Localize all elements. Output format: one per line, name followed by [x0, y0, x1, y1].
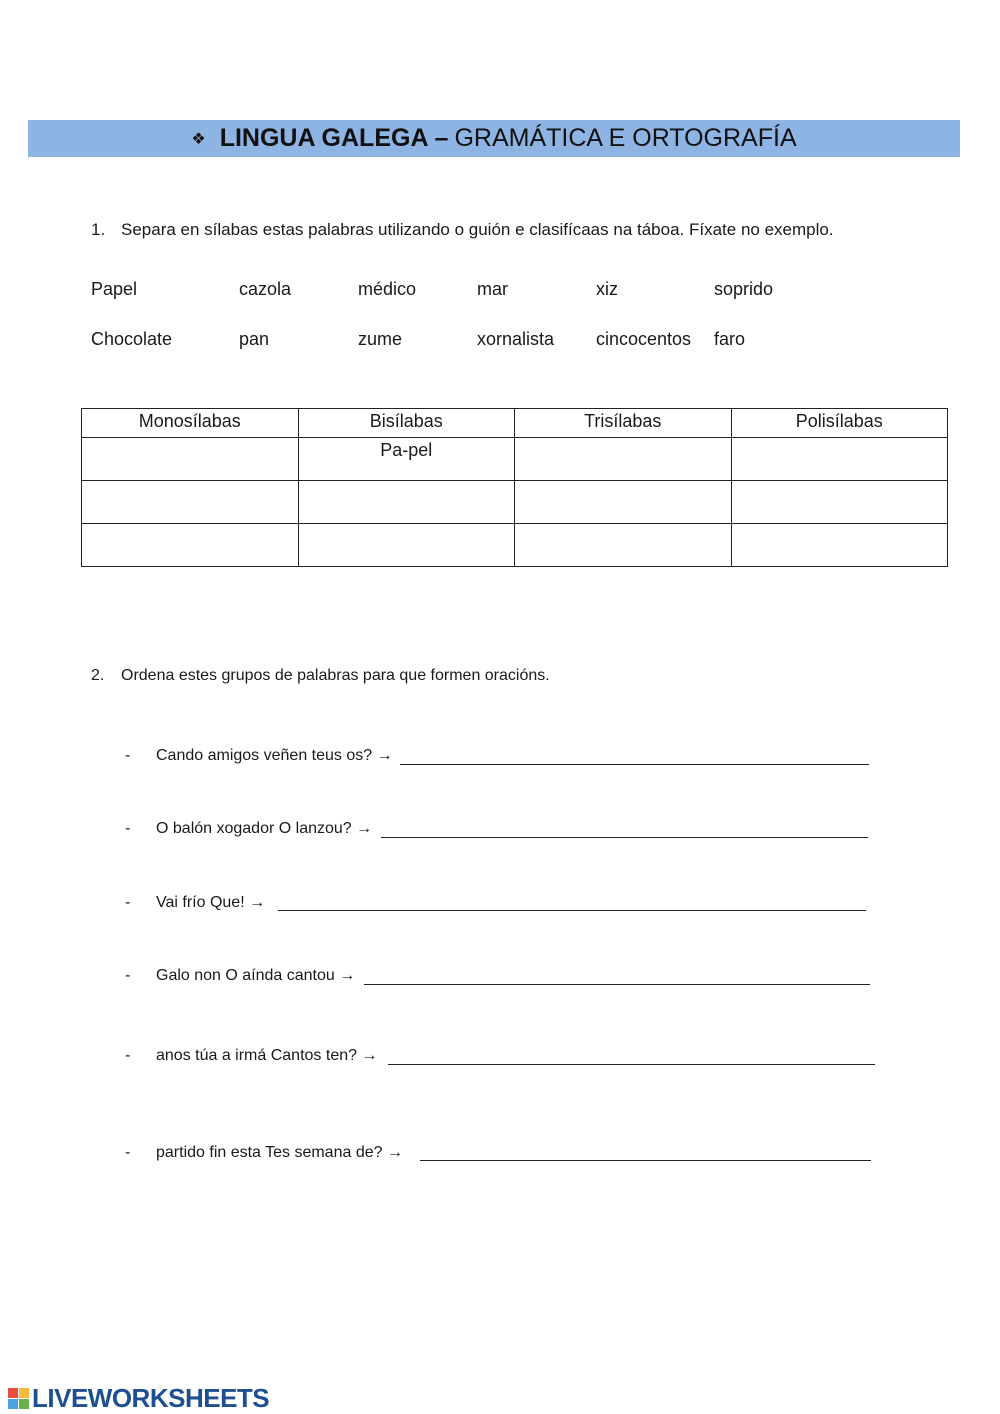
word: cincocentos	[596, 329, 692, 349]
answer-cell[interactable]	[515, 524, 732, 567]
table-row	[82, 481, 948, 524]
word: mar	[477, 279, 508, 299]
arrow-right-icon: →	[339, 967, 356, 984]
arrow-right-icon: →	[249, 894, 266, 911]
word: zume	[358, 329, 403, 349]
arrow-right-icon: →	[361, 1047, 378, 1064]
diamond-bullet-icon: ❖	[191, 130, 206, 148]
item-dash: -	[125, 820, 131, 837]
scrambled-text: O balón xogador O lanzou?	[156, 820, 352, 837]
scrambled-text: Vai frío Que!	[156, 894, 245, 911]
arrow-right-icon: →	[376, 747, 393, 764]
question-2-number: 2.	[91, 667, 105, 684]
scrambled-sentence	[156, 747, 393, 765]
liveworksheets-logo[interactable]	[8, 1383, 269, 1414]
scrambled-text: Cando amigos veñen teus os?	[156, 747, 373, 764]
word: pan	[239, 329, 270, 349]
answer-cell[interactable]	[298, 524, 515, 567]
question-2-text: Ordena estes grupos de palabras para que formen oracións.	[121, 667, 550, 684]
worksheet-title-bar	[28, 120, 960, 157]
scrambled-sentence	[156, 967, 355, 985]
liveworksheets-logo-icon	[8, 1388, 29, 1409]
scrambled-text: anos túa a irmá Cantos ten?	[156, 1047, 358, 1064]
answer-line[interactable]	[420, 1160, 871, 1161]
table-row	[82, 438, 948, 481]
word: faro	[714, 329, 746, 349]
answer-cell[interactable]	[731, 438, 948, 481]
question-1-number: 1.	[91, 220, 106, 239]
answer-cell[interactable]	[731, 524, 948, 567]
answer-cell[interactable]	[515, 438, 732, 481]
col-header-monosilabas: Monosílabas	[82, 409, 299, 438]
item-dash: -	[125, 967, 131, 984]
answer-line[interactable]	[381, 837, 868, 838]
question-1-text: Separa en sílabas estas palabras utilizando o guión e clasifícaas na táboa. Fíxate no exemplo.	[121, 220, 834, 239]
item-dash: -	[125, 747, 131, 764]
scrambled-text: partido fin esta Tes semana de?	[156, 1144, 383, 1161]
word: Chocolate	[91, 329, 173, 349]
word: soprido	[714, 279, 774, 299]
answer-cell[interactable]	[82, 481, 299, 524]
answer-cell[interactable]	[515, 481, 732, 524]
logo-text: LIVEWORKSHEETS	[32, 1383, 270, 1413]
word: xiz	[596, 279, 618, 299]
answer-cell[interactable]	[731, 481, 948, 524]
answer-cell[interactable]	[298, 481, 515, 524]
table-row	[82, 524, 948, 567]
question-2	[91, 667, 550, 685]
answer-line[interactable]	[388, 1064, 875, 1065]
word: cazola	[239, 279, 292, 299]
title-bold: LINGUA GALEGA –	[219, 124, 449, 152]
answer-line[interactable]	[364, 984, 870, 985]
scrambled-sentence	[156, 894, 265, 912]
word: Papel	[91, 279, 138, 299]
col-header-polisilabas: Polisílabas	[731, 409, 948, 438]
word: xornalista	[477, 329, 555, 349]
arrow-right-icon: →	[356, 820, 373, 837]
scrambled-text: Galo non O aínda cantou	[156, 967, 335, 984]
item-dash: -	[125, 894, 131, 911]
question-1	[91, 220, 834, 240]
answer-line[interactable]	[400, 764, 869, 765]
answer-cell: Pa-pel	[298, 438, 515, 481]
col-header-trisilabas: Trisílabas	[515, 409, 732, 438]
title-rest: GRAMÁTICA E ORTOGRAFÍA	[454, 124, 797, 152]
arrow-right-icon: →	[386, 1144, 403, 1161]
word: médico	[358, 279, 417, 299]
col-header-bisilabas: Bisílabas	[298, 409, 515, 438]
answer-line[interactable]	[278, 910, 866, 911]
item-dash: -	[125, 1047, 131, 1064]
item-dash: -	[125, 1144, 131, 1161]
scrambled-sentence	[156, 1144, 403, 1162]
answer-cell[interactable]	[82, 438, 299, 481]
answer-cell[interactable]	[82, 524, 299, 567]
table-header-row	[82, 409, 948, 438]
scrambled-sentence	[156, 820, 372, 838]
scrambled-sentence	[156, 1047, 377, 1065]
syllable-table	[81, 408, 948, 567]
